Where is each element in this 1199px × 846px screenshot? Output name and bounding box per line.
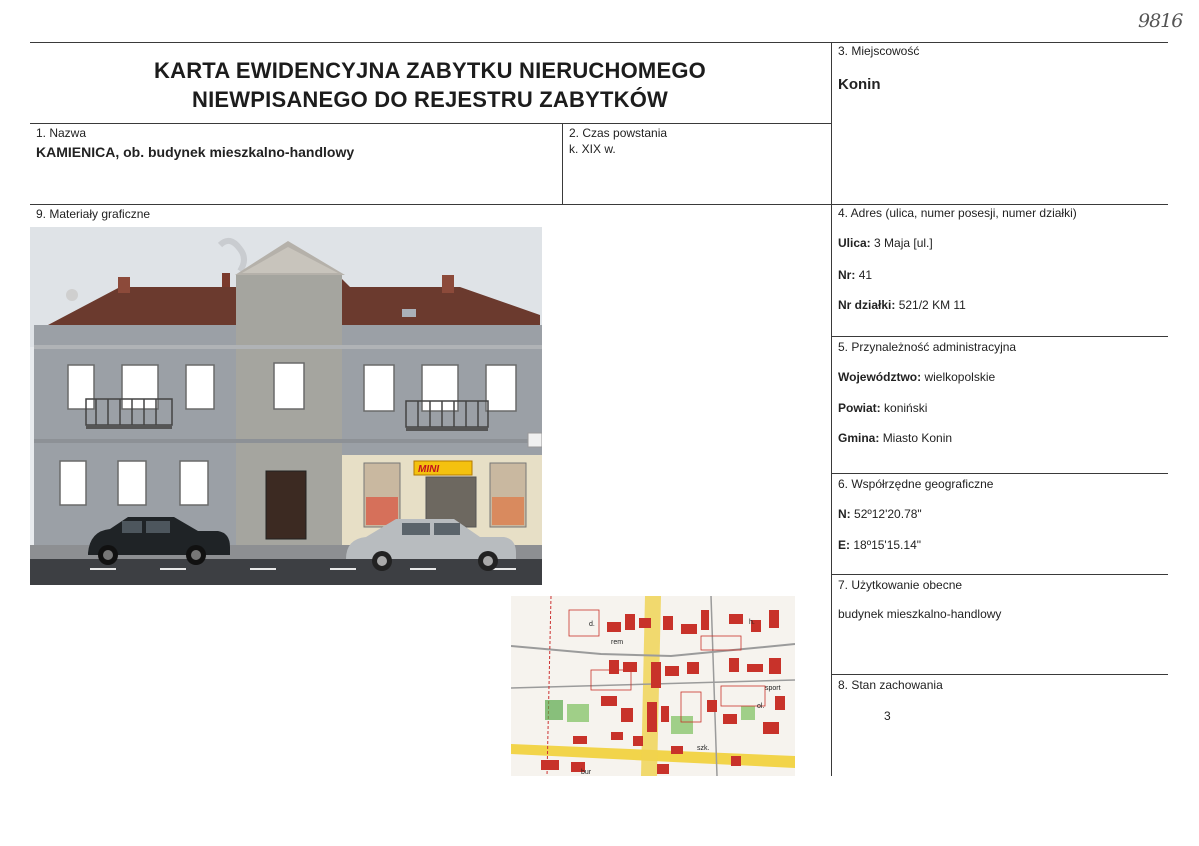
map-label-szk: szk. [697,745,710,752]
state-value: 3 [884,709,891,723]
archive-number: 9816 [1138,10,1183,32]
map-label-d: d. [589,621,595,628]
number-key: Nr: [838,268,856,282]
admin-county [838,401,927,415]
sep-coords-use [831,574,1168,575]
plot-key: Nr działki: [838,298,896,312]
address-street [838,236,933,250]
admin-voivodeship [838,370,995,384]
building-photo-illustration [30,227,542,585]
graphics-label: 9. Materiały graficzne [36,207,151,221]
county-key: Powiat: [838,401,881,415]
title-bottom-border [30,123,831,124]
location-map-illustration [511,596,795,776]
time-value: k. XIX w. [569,142,616,156]
map-label-sport: sport [765,685,781,692]
admin-commune [838,431,952,445]
address-label: 4. Adres (ulica, numer posesji, numer działki) [838,206,1077,220]
map-label-bur: bur [581,769,592,776]
north-key: N: [838,507,851,521]
place-label: 3. Miejscowość [838,44,920,58]
name-value: KAMIENICA, ob. budynek mieszkalno-handlowy [36,144,355,160]
voivodeship-value: wielkopolskie [924,370,996,384]
coords-label: 6. Współrzędne geograficzne [838,477,994,491]
admin-label: 5. Przynależność administracyjna [838,340,1017,354]
shop-sign-text: MINI [418,464,440,475]
name-label: 1. Nazwa [36,126,87,140]
title-line-1: KARTA EWIDENCYJNA ZABYTKU NIERUCHOMEGO [154,58,706,83]
map-label-h: h. [749,619,755,626]
use-value: budynek mieszkalno-handlowy [838,607,1002,621]
sep-address-admin [831,336,1168,337]
north-value: 52º12'20.78" [854,507,922,521]
voivodeship-key: Województwo: [838,370,922,384]
coords-north [838,507,922,521]
state-label: 8. Stan zachowania [838,678,943,692]
plot-value: 521/2 KM 11 [898,298,966,312]
time-label: 2. Czas powstania [569,126,668,140]
east-value: 18º15'15.14" [853,538,922,552]
street-key: Ulica: [838,236,871,250]
building-photo [30,227,542,585]
sep-admin-coords [831,473,1168,474]
card-title [30,56,830,114]
sep-use-state [831,674,1168,675]
address-number [838,268,872,282]
map-label-ol: ol. [757,703,765,710]
row1-bottom-border [30,204,1168,205]
top-border [30,42,1168,43]
title-line-2: NIEWPISANEGO DO REJESTRU ZABYTKÓW [192,87,668,112]
place-value: Konin [838,76,881,93]
county-value: koniński [884,401,928,415]
name-time-divider [562,123,563,204]
commune-key: Gmina: [838,431,880,445]
street-value: 3 Maja [ul.] [874,236,933,250]
east-key: E: [838,538,850,552]
commune-value: Miasto Konin [882,431,953,445]
use-label: 7. Użytkowanie obecne [838,578,963,592]
right-column-divider [831,42,832,776]
location-map [511,596,795,776]
number-value: 41 [858,268,873,282]
map-label-rem: rem [611,639,624,646]
coords-east [838,538,921,552]
address-plot [838,298,966,312]
